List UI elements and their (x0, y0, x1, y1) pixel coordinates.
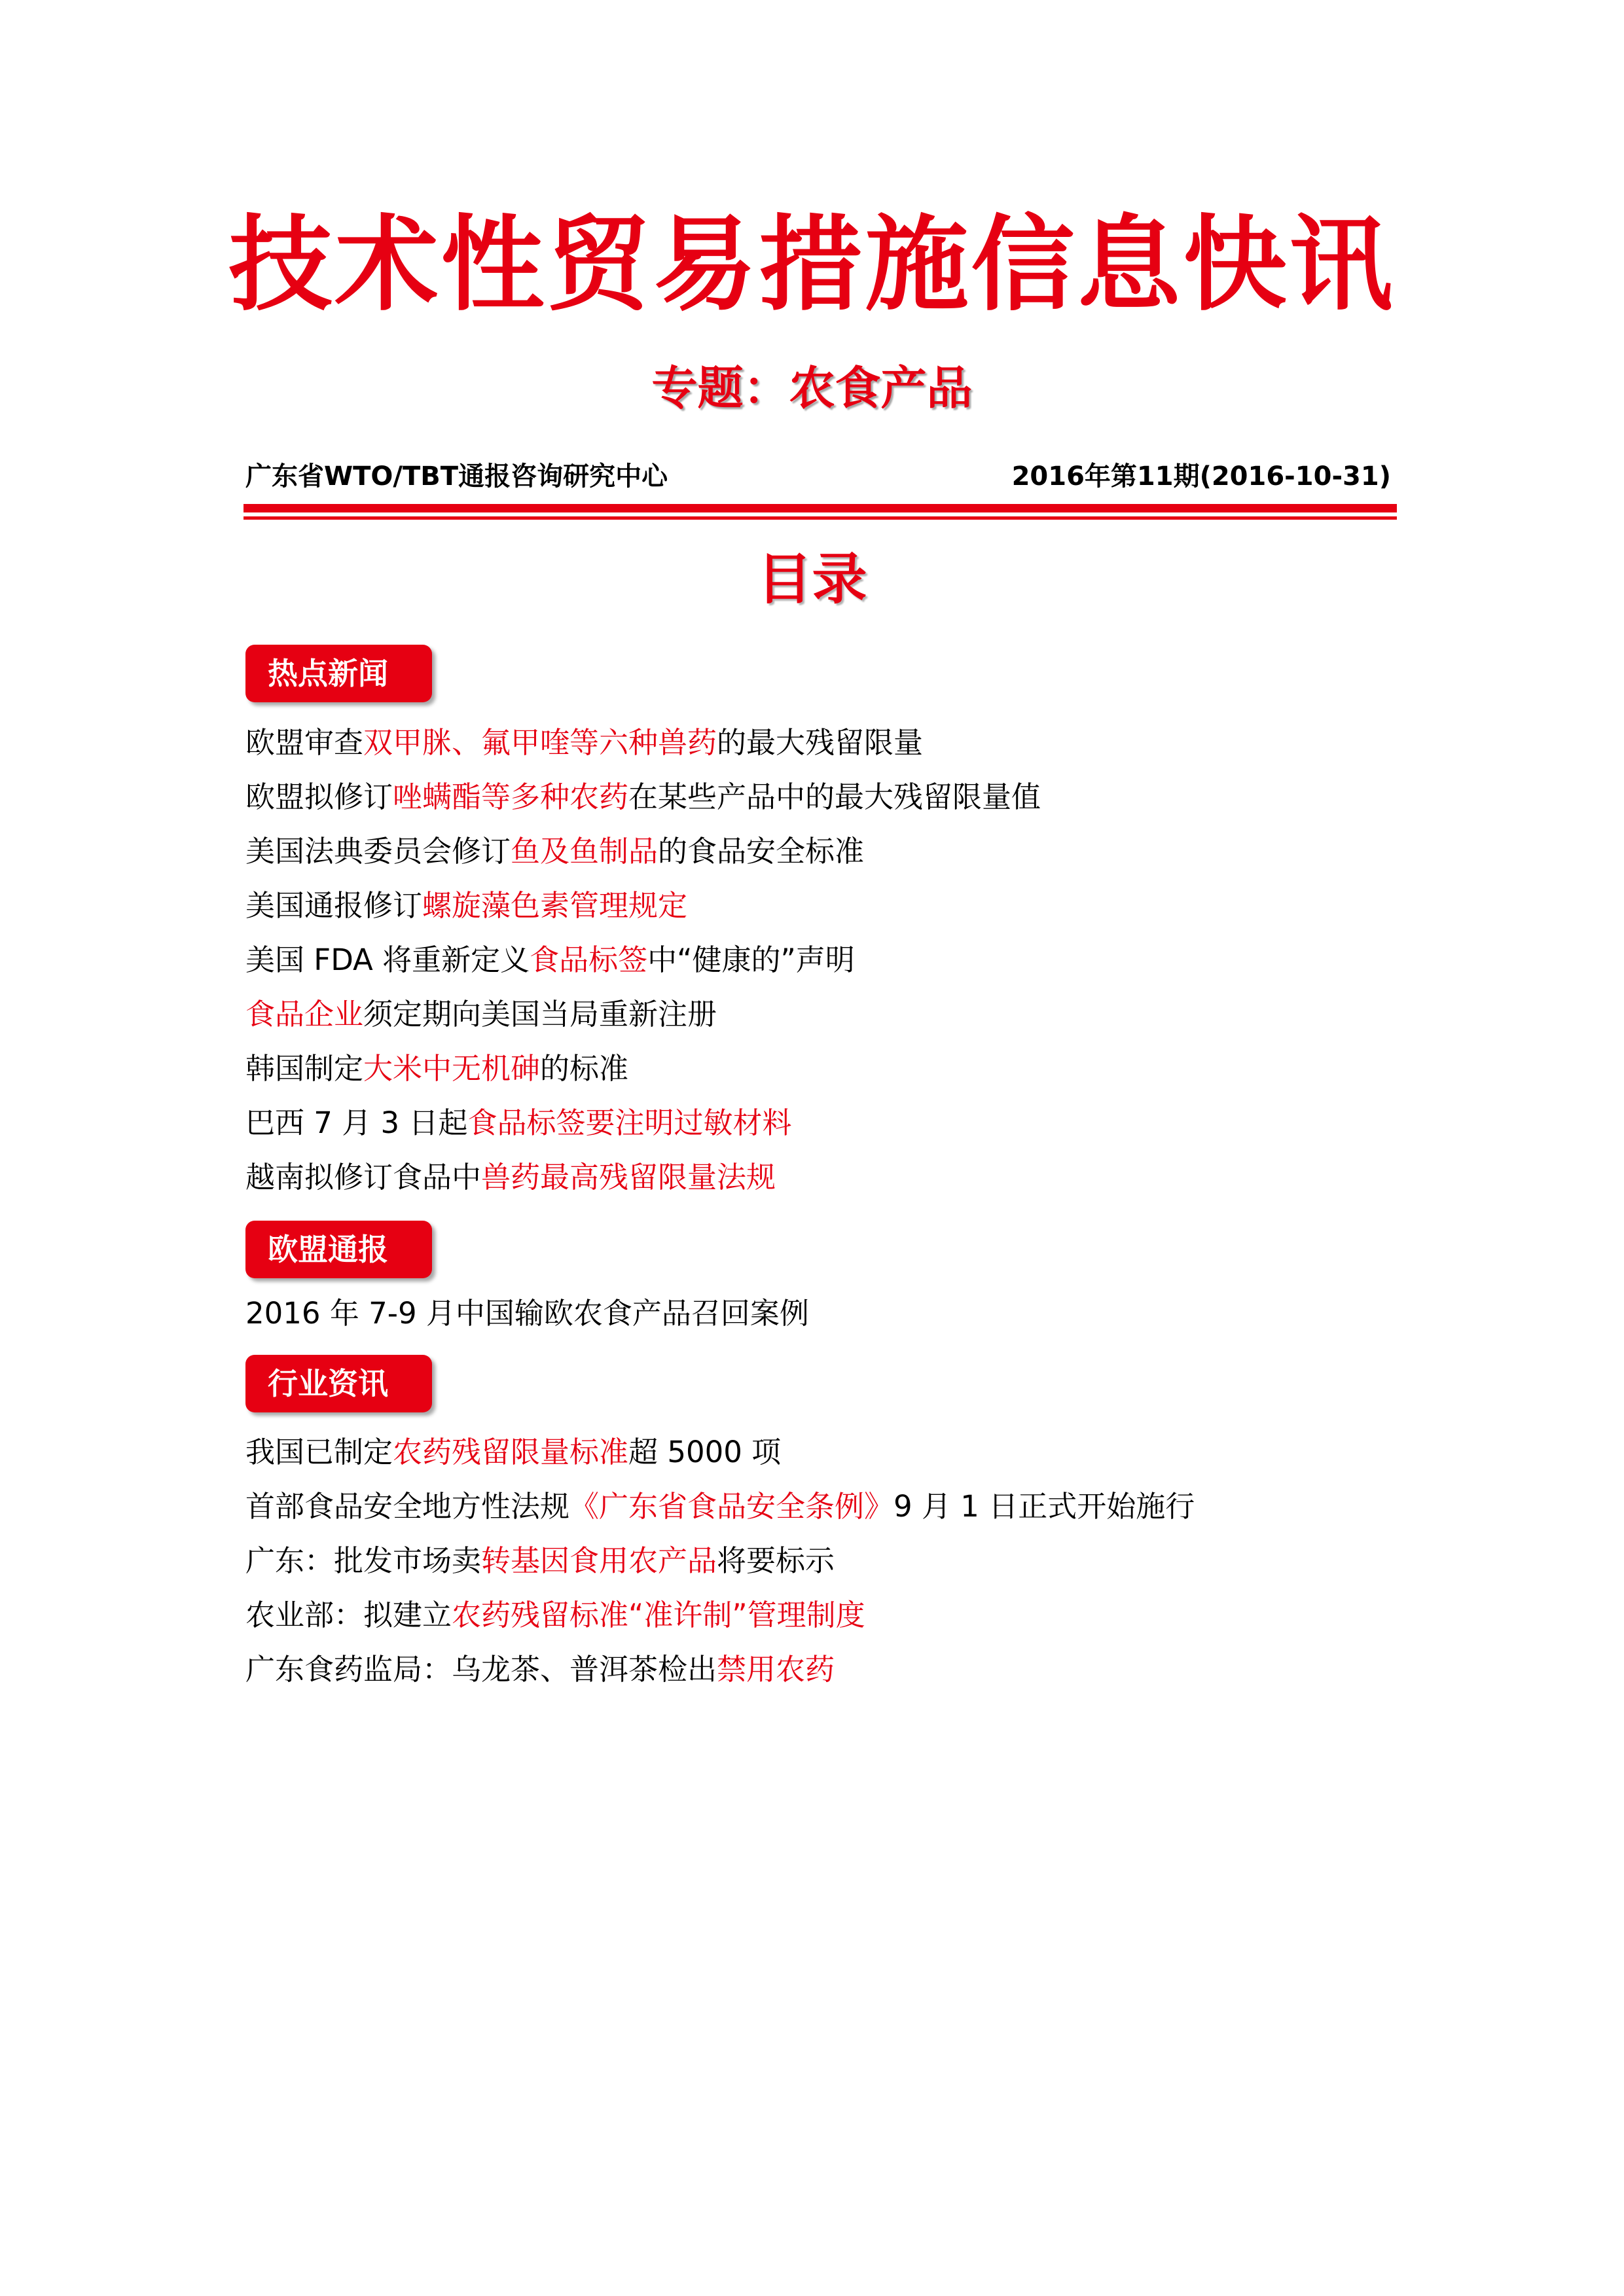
toc-item-text: 中“健康的”声明 (647, 942, 855, 977)
toc-item-text: 首部食品安全地方性法规 (245, 1489, 570, 1524)
toc-item[interactable] (245, 715, 1041, 770)
newsletter-title: 技术性贸易措施信息快讯 (228, 205, 1396, 325)
publisher-name: 广东省WTO/TBT通报咨询研究中心 (245, 461, 668, 492)
toc-item-highlight: 农药残留标准“准许制”管理制度 (452, 1598, 865, 1632)
toc-item[interactable] (245, 933, 1041, 987)
toc-item-highlight: 螺旋藻色素管理规定 (422, 888, 688, 923)
toc-item-text: 欧盟拟修订 (245, 780, 393, 814)
toc-item-text: 9 月 1 日正式开始施行 (893, 1489, 1195, 1524)
toc-item-text: 韩国制定 (245, 1051, 364, 1086)
section-header-eu-notification: 欧盟通报 (245, 1221, 432, 1278)
toc-item-highlight: 农药残留限量标准 (393, 1435, 629, 1469)
toc-item[interactable] (245, 1041, 1041, 1096)
toc-item-text: 农业部：拟建立 (245, 1598, 452, 1632)
toc-item-text: 2016 年 7-9 月中国输欧农食产品召回案例 (245, 1296, 809, 1331)
toc-item-highlight: 食品标签 (530, 942, 648, 977)
section-header-hot-news: 热点新闻 (245, 645, 432, 702)
toc-item-text: 的标准 (540, 1051, 629, 1086)
toc-item-highlight: 食品标签要注明过敏材料 (467, 1105, 792, 1140)
toc-item[interactable] (245, 1425, 1195, 1479)
toc-item-text: 将要标示 (717, 1543, 835, 1578)
eu-notification-list (245, 1286, 809, 1340)
toc-item[interactable] (245, 770, 1041, 824)
toc-item-text: 美国 FDA 将重新定义 (245, 942, 530, 977)
toc-item-highlight: 唑螨酯等多种农药 (393, 780, 629, 814)
toc-item[interactable] (245, 1534, 1195, 1588)
toc-item-highlight: 转基因食用农产品 (481, 1543, 717, 1578)
toc-item[interactable] (245, 1588, 1195, 1642)
header-divider-thin (244, 516, 1397, 520)
toc-item-highlight: 双甲脒、氟甲喹等六种兽药 (363, 725, 717, 760)
toc-item[interactable] (245, 1096, 1041, 1150)
toc-item-text: 美国通报修订 (245, 888, 423, 923)
toc-item[interactable] (245, 878, 1041, 933)
toc-item-text: 我国已制定 (245, 1435, 393, 1469)
toc-item-text: 的最大残留限量 (717, 725, 924, 760)
toc-item[interactable] (245, 987, 1041, 1041)
toc-item[interactable] (245, 1479, 1195, 1534)
toc-item[interactable] (245, 1286, 809, 1340)
toc-item-text: 美国法典委员会修订 (245, 834, 511, 869)
toc-item-highlight: 《广东省食品安全条例》 (569, 1489, 894, 1524)
toc-item-text: 在某些产品中的最大残留限量值 (628, 780, 1041, 814)
issue-meta (245, 458, 1391, 495)
newsletter-subtitle: 专题：农食产品 (651, 361, 973, 415)
issue-number: 2016年第11期(2016-10-31) (1011, 461, 1391, 492)
toc-item[interactable] (245, 824, 1041, 878)
header-divider-thick (244, 504, 1397, 512)
toc-item-text: 须定期向美国当局重新注册 (363, 997, 717, 1031)
toc-item-text: 越南拟修订食品中 (245, 1160, 482, 1194)
toc-title: 目录 (757, 547, 867, 611)
toc-item-text: 的食品安全标准 (658, 834, 865, 869)
industry-news-list (245, 1425, 1195, 1696)
toc-item[interactable] (245, 1150, 1041, 1204)
toc-item-highlight: 食品企业 (245, 997, 364, 1031)
section-header-industry-news: 行业资讯 (245, 1355, 432, 1412)
toc-item-highlight: 禁用农药 (717, 1652, 835, 1687)
toc-item-text: 欧盟审查 (245, 725, 364, 760)
hot-news-list (245, 715, 1041, 1204)
toc-item-text: 巴西 7 月 3 日起 (245, 1105, 468, 1140)
toc-item-text: 广东：批发市场卖 (245, 1543, 482, 1578)
toc-item-highlight: 兽药最高残留限量法规 (481, 1160, 776, 1194)
toc-item-highlight: 大米中无机砷 (363, 1051, 541, 1086)
toc-item-text: 超 5000 项 (628, 1435, 782, 1469)
toc-item[interactable] (245, 1642, 1195, 1696)
toc-item-text: 广东食药监局：乌龙茶、普洱茶检出 (245, 1652, 717, 1687)
toc-item-highlight: 鱼及鱼制品 (511, 834, 659, 869)
